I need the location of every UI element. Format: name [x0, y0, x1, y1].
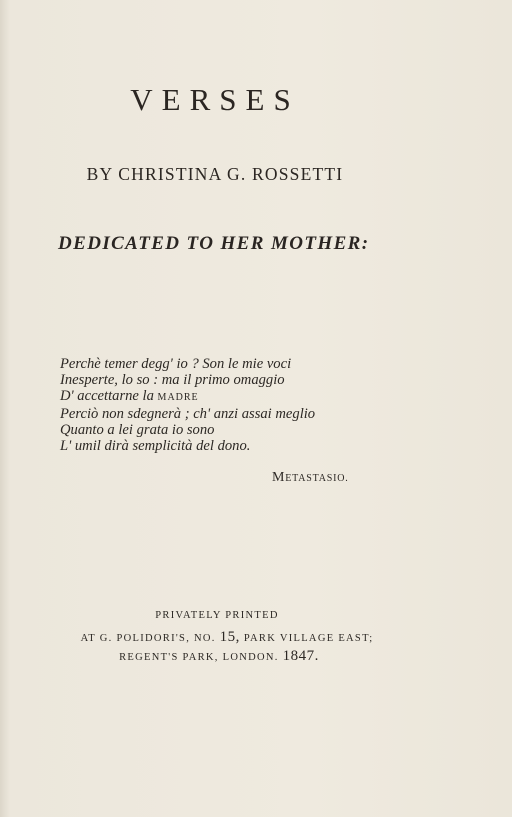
epigraph-line: Perciò non sdegnerà ; ch' anzi assai meglio — [60, 406, 316, 423]
imprint-text: REGENT'S PARK, LONDON. — [119, 652, 283, 663]
epigraph-line: L' umil dirà semplicità del dono. — [60, 438, 251, 455]
imprint-year: 1847. — [282, 648, 319, 664]
epigraph-line: Perchè temer degg' io ? Son le mie voci — [60, 356, 292, 372]
epigraph-small-caps: MADRE — [157, 392, 199, 404]
imprint-line: PRIVATELY PRINTED — [155, 610, 279, 621]
imprint-text: AT G. POLIDORI'S, NO. — [80, 633, 220, 644]
epigraph-line — [60, 388, 360, 406]
epigraph-line: Quanto a lei grata io sono — [60, 422, 215, 439]
attribution-initial: M — [272, 470, 286, 485]
epigraph-text: D' accettarne la — [60, 388, 158, 405]
imprint-number: 15, — [219, 629, 240, 645]
imprint-text: PARK VILLAGE EAST; — [239, 633, 374, 644]
imprint-line — [12, 629, 442, 646]
author-line: BY CHRISTINA G. ROSSETTI — [86, 164, 344, 184]
attribution-rest: ETASTASIO. — [285, 473, 349, 484]
epigraph-line: Inesperte, lo so : ma il primo omaggio — [60, 372, 285, 389]
book-title: VERSES — [130, 82, 300, 117]
dedication: DEDICATED TO HER MOTHER: — [58, 233, 370, 254]
epigraph-attribution — [272, 469, 349, 486]
imprint-line — [4, 648, 434, 665]
epigraph — [60, 356, 360, 455]
